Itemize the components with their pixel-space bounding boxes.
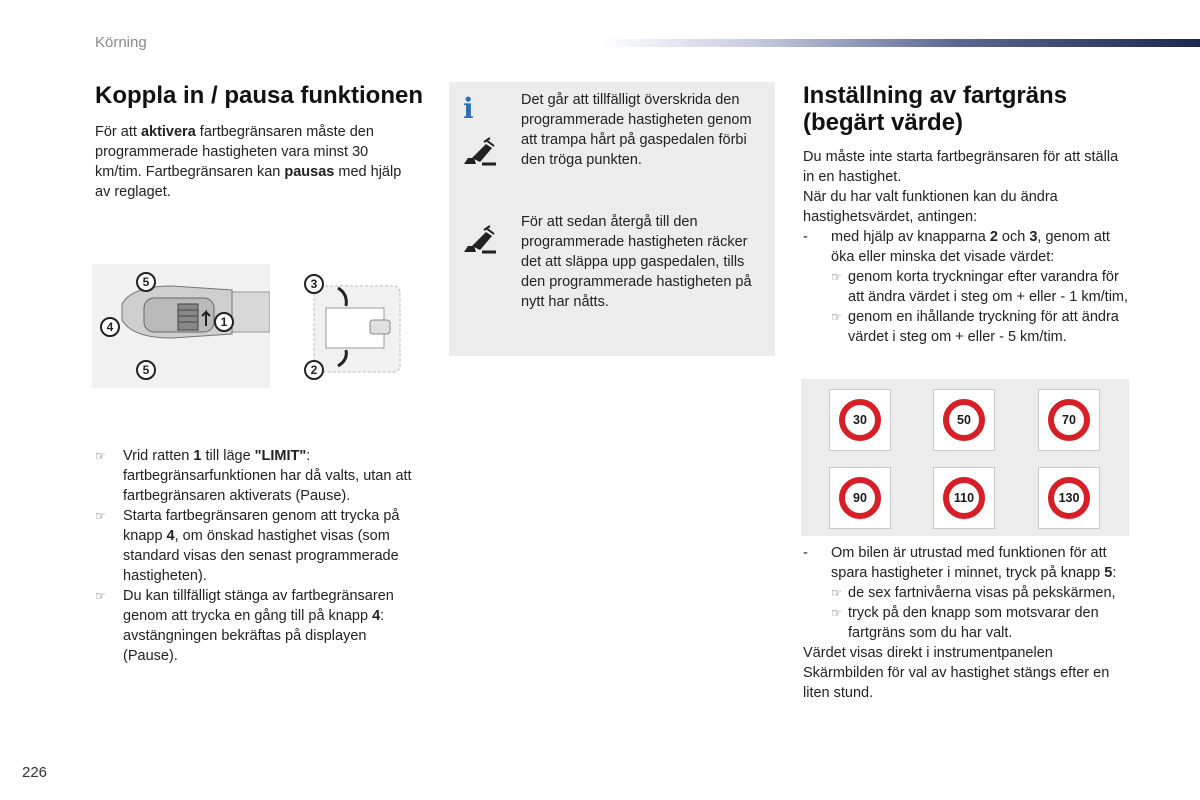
pointing-hand-icon: ☞ xyxy=(95,449,106,463)
page-number: 226 xyxy=(22,764,48,781)
speed-sign-card xyxy=(829,467,891,529)
memory-text xyxy=(803,543,1133,703)
pointing-hand-icon: ☞ xyxy=(831,606,842,620)
heading-set-limit: Inställning av fartgräns (begärt värde) xyxy=(803,82,1068,136)
speed-limit-sign: 110 xyxy=(943,477,985,519)
section-label: Körning xyxy=(95,34,147,51)
speed-limit-sign: 130 xyxy=(1048,477,1090,519)
header-gradient-bar xyxy=(600,39,1200,47)
speed-limit-sign: 70 xyxy=(1048,399,1090,441)
speed-signs-panel xyxy=(801,379,1129,536)
speed-sign-card xyxy=(829,389,891,451)
intro-paragraph: För att aktivera fartbegränsaren måste den programmerade hastigheten vara minst 30 km/tim. Fartbegränsaren kan pausas med hjälp av reglaget. xyxy=(95,124,402,200)
list-item: ☞ Vrid ratten 1 till läge "LIMIT": fartbegränsarfunktionen har då valts, utan att fartbegränsaren aktiverats (Pause). xyxy=(95,448,412,504)
heading-engage-pause: Koppla in / pausa funktionen xyxy=(95,82,424,109)
foot-pedal-icon xyxy=(462,136,498,170)
set-limit-text xyxy=(803,147,1133,347)
speed-limit-sign: 30 xyxy=(839,399,881,441)
paragraph: När du har valt funktionen kan du ändra hastighetsvärdet, antingen: xyxy=(803,189,1058,225)
list-item: - Om bilen är utrustad med funktionen för att spara hastigheter i minnet, tryck på knapp 5: xyxy=(803,545,1117,581)
pointing-hand-icon: ☞ xyxy=(95,589,106,603)
list-item: ☞ genom en ihållande tryckning för att ändra värdet i steg om + eller - 5 km/tim. xyxy=(831,309,1119,345)
callout-4: 4 xyxy=(106,320,114,334)
paragraph: Värdet visas direkt i instrumentpanelen xyxy=(803,645,1053,661)
pointing-hand-icon: ☞ xyxy=(95,509,106,523)
speed-sign-card xyxy=(933,467,995,529)
speed-sign-card xyxy=(1038,467,1100,529)
pointing-hand-icon: ☞ xyxy=(831,310,842,324)
callout-2: 2 xyxy=(310,363,318,377)
callout-5-top: 5 xyxy=(142,275,150,289)
steering-buttons-illustration xyxy=(300,268,408,386)
speed-limit-sign: 90 xyxy=(839,477,881,519)
speed-sign-card xyxy=(1038,389,1100,451)
list-item: ☞ de sex fartnivåerna visas på pekskärmen, xyxy=(831,585,1116,601)
callout-5-bottom: 5 xyxy=(142,363,150,377)
callout-3: 3 xyxy=(310,277,318,291)
list-item: ☞ tryck på den knapp som motsvarar den fartgräns som du har valt. xyxy=(831,605,1099,641)
paragraph: Du måste inte starta fartbegränsaren för att ställa in en hastighet. xyxy=(803,149,1119,185)
list-item: ☞ Starta fartbegränsaren genom att trycka på knapp 4, om önskad hastighet visas (som standard visas den senast programmerade hastigheten). xyxy=(95,508,400,584)
pointing-hand-icon: ☞ xyxy=(831,270,842,284)
speed-limit-sign: 50 xyxy=(943,399,985,441)
paragraph: Skärmbilden för val av hastighet stängs efter en liten stund. xyxy=(803,665,1110,701)
pointing-hand-icon: ☞ xyxy=(831,586,842,600)
control-stalk-illustration xyxy=(92,264,270,388)
list-item: ☞ genom korta tryckningar efter varandra för att ändra värdet i steg om + eller - 1 km/tim, xyxy=(831,269,1129,305)
info-text-overspeed: Det går att tillfälligt överskrida den programmerade hastigheten genom att trampa hårt på gaspedalen förbi den tröga punkten. xyxy=(521,92,752,168)
callout-1: 1 xyxy=(220,315,228,329)
list-item: - med hjälp av knapparna 2 och 3, genom att öka eller minska det visade värdet: xyxy=(803,229,1110,265)
info-icon: i xyxy=(463,92,474,125)
foot-pedal-icon xyxy=(462,224,498,258)
speed-sign-card xyxy=(933,389,995,451)
engage-steps-list xyxy=(95,446,425,666)
list-item: ☞ Du kan tillfälligt stänga av fartbegränsaren genom att trycka en gång till på knapp 4: avstängningen bekräftas på displayen (Pause). xyxy=(95,588,394,664)
info-text-return: För att sedan återgå till den programmerade hastigheten räcker det att släppa upp gaspedalen, tills den programmerade hastigheten på nytt har nåtts. xyxy=(521,214,752,310)
